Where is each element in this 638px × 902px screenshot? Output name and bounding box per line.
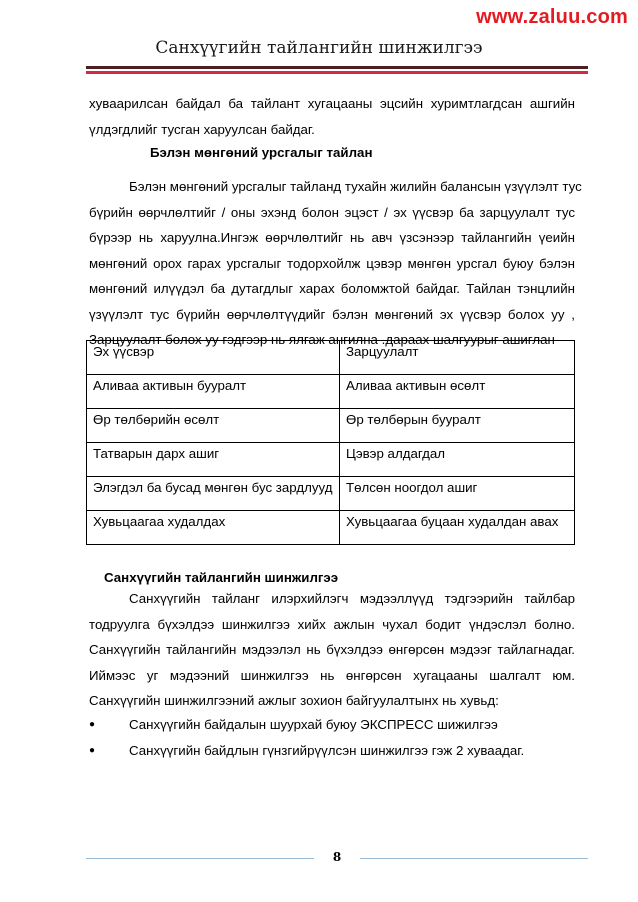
text-line: мөнгөний илүүдэл ба дутагдлыг харах боломжтой байдаг. Тайлан тэнцлийн bbox=[89, 281, 575, 296]
list-item-text: Санхүүгийн байдалын шуурхай буюу ЭКСПРЕСС шижилгээ bbox=[129, 716, 498, 732]
sources-uses-table bbox=[86, 340, 575, 545]
cashflow-paragraph bbox=[89, 174, 582, 353]
header-rule-red bbox=[86, 71, 588, 74]
analysis-paragraph bbox=[89, 586, 575, 714]
section-heading-cashflow: Бэлэн мөнгөний урсгалыг тайлан bbox=[150, 145, 373, 160]
text-line: бүрийн өөрчлөлтийг / оны эхэнд болон эцэст / эх үүсвэр ба зарцуулалт тус bbox=[89, 204, 575, 220]
list-item-text: Санхүүгийн байдлын гүнзгийрүүлсэн шинжилгээ гэж 2 хуваадаг. bbox=[129, 742, 525, 758]
table-cell: Төлсөн ноогдол ашиг bbox=[340, 477, 575, 511]
analysis-types-list bbox=[89, 711, 524, 763]
footer-rule-left bbox=[86, 858, 314, 859]
text-line: үлдэгдлийг тусган харуулсан байдаг. bbox=[89, 121, 315, 137]
watermark: www.zaluu.com bbox=[476, 6, 628, 28]
table-row bbox=[87, 477, 575, 511]
table-cell: Татварын дарх ашиг bbox=[87, 443, 340, 477]
list-item bbox=[89, 737, 524, 763]
text-line: Санхүүгийн шинжилгээний ажлыг зохион байгуулалтынх нь хувьд: bbox=[89, 693, 499, 708]
table-cell: Өр төлбөрийн өсөлт bbox=[87, 409, 340, 443]
text-line: Бэлэн мөнгөний урсгалыг тайланд тухайн жилийн балансын үзүүлэлт тус bbox=[129, 179, 582, 194]
bullet-icon: ● bbox=[89, 718, 96, 730]
table-cell: Хувьцаагаа буцаан худалдан авах bbox=[340, 511, 575, 545]
table-row bbox=[87, 409, 575, 443]
text-line: үзүүлэлт тус бүрийн өөрчлөлтүүдийг бэлэн мөнгөний эх үүсвэр болох уу , bbox=[89, 306, 575, 322]
section-heading-analysis: Санхүүгийн тайлангийн шинжилгээ bbox=[104, 570, 339, 585]
bullet-icon: ● bbox=[89, 744, 96, 756]
table-cell: Аливаа активын өсөлт bbox=[340, 375, 575, 409]
table-cell: Аливаа активын бууралт bbox=[87, 375, 340, 409]
table-row bbox=[87, 511, 575, 545]
list-item bbox=[89, 711, 524, 737]
table-cell: Элэгдэл ба бусад мөнгөн бус зардлууд bbox=[87, 477, 340, 511]
intro-paragraph bbox=[89, 91, 575, 142]
table-cell: Цэвэр алдагдал bbox=[340, 443, 575, 477]
table-cell: Эх үүсвэр bbox=[87, 341, 340, 375]
table-cell: Өр төлбөрын бууралт bbox=[340, 409, 575, 443]
text-line: Санхүүгийн тайланг илэрхийлэгч мэдээллүүд тэдгээрийн тайлбар bbox=[129, 591, 575, 606]
text-line: Зарцуулалт болох уу гэдгээр нь ялгаж ангилна .дараах шалгуурыг ашиглан bbox=[89, 332, 555, 347]
table-row bbox=[87, 341, 575, 375]
text-line: Санхүүгийн тайлангийн мэдээлэл нь бүхэлдээ өнгөрсөн мэдээг тайлагнадаг. bbox=[89, 642, 575, 657]
table-row bbox=[87, 375, 575, 409]
table-cell: Хувьцаагаа худалдах bbox=[87, 511, 340, 545]
page-header-title: Санхүүгийн тайлангийн шинжилгээ bbox=[155, 38, 483, 58]
text-line: бүрээр нь харуулна.Ингэж өөрчлөлтийг нь авч үзсэнээр тайлангийн үеийн bbox=[89, 230, 575, 245]
table-cell: Зарцуулалт bbox=[340, 341, 575, 375]
text-line: хуваарилсан байдал ба тайлант хугацааны эцсийн хуримтлагдсан ашгийн bbox=[89, 96, 575, 111]
text-line: Иймээс уг мэдээний шинжилгээ нь өнгөрсөн хугацааны шалгалт юм. bbox=[89, 667, 575, 683]
text-line: тодруулга бүхэлдээ шинжилгээ хийх ажлын чухал бодит үндэслэл болно. bbox=[89, 616, 575, 632]
table-row bbox=[87, 443, 575, 477]
footer-rule-right bbox=[360, 858, 588, 859]
header-rule-dark bbox=[86, 66, 588, 69]
text-line: мөнгөний орох гарах урсгалыг тодорхойлж цэвэр мөнгөн урсгал буюу бэлэн bbox=[89, 255, 575, 271]
page-number: 8 bbox=[332, 850, 342, 864]
